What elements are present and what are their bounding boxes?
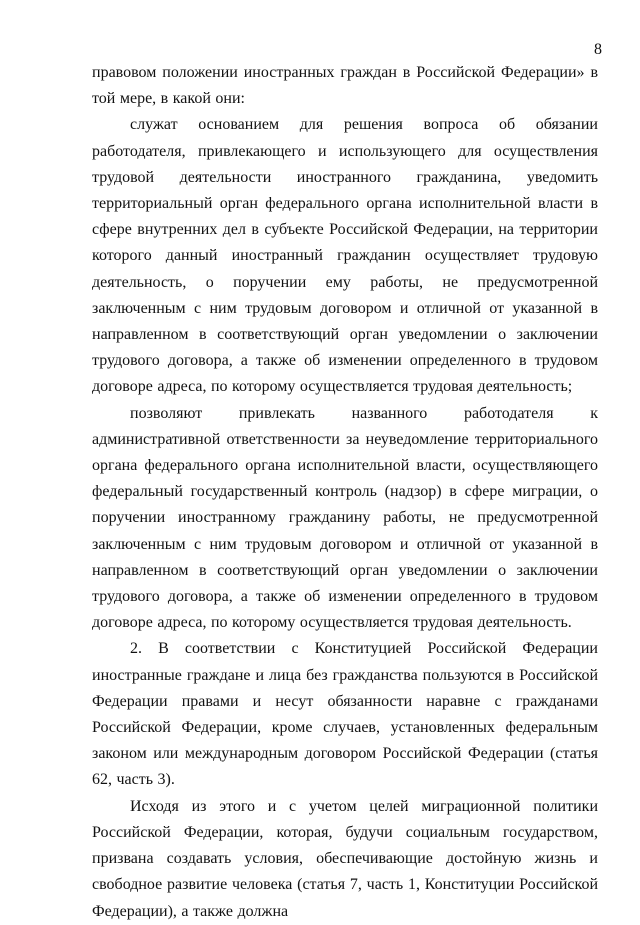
paragraph-migration-policy: Исходя из этого и с учетом целей миграционной политики Российской Федерации, которая, будучи социальным государством, призвана создавать условия, обеспечивающие достойную жизнь и свободное развитие человека (статья 7, часть 1, Конституции Российской Федерации), а также должна — [92, 797, 598, 920]
document-body — [92, 60, 598, 925]
page-number: 8 — [594, 41, 602, 58]
paragraph-administrative-liability: позволяют привлекать названного работодателя к административной ответственности за неуведомление территориального органа федерального органа исполнительной власти, осуществляющего федеральный государственный контроль (надзор) в сфере миграции, о поручении иностранному гражданину работы, не предусмотренной заключенным с ним трудовым договором и отличной от указанной в направленном в соответствующий орган уведомлении о заключении трудового договора, а также об изменении определенного в трудовом договоре адреса, по которому осуществляется трудовая деятельность. — [92, 404, 598, 632]
paragraph-constitution-equality: 2. В соответствии с Конституцией Российской Федерации иностранные граждане и лица без гражданства пользуются в Российской Федерации правами и несут обязанности наравне с гражданами Российской Федерации, кроме случаев, установленных федеральным законом или международным договором Российской Федерации (статья 62, часть 3). — [92, 640, 598, 789]
paragraph-notification-grounds: служат основанием для решения вопроса об обязании работодателя, привлекающего и использующего для осуществления трудовой деятельности иностранного гражданина, уведомить территориальный орган федерального органа исполнительной власти в сфере внутренних дел в субъекте Российской Федерации, на территории которого данный иностранный гражданин осуществляет трудовую деятельность, о поручении ему работы, не предусмотренной заключенным с ним трудовым договором и отличной от указанной в направленном в соответствующий орган уведомлении о заключении трудового договора, а также об изменении определенного в трудовом договоре адреса, по которому осуществляется трудовая деятельность; — [92, 116, 598, 396]
paragraph-intro: правовом положении иностранных граждан в Российской Федерации» в той мере, в какой они: — [92, 64, 598, 108]
